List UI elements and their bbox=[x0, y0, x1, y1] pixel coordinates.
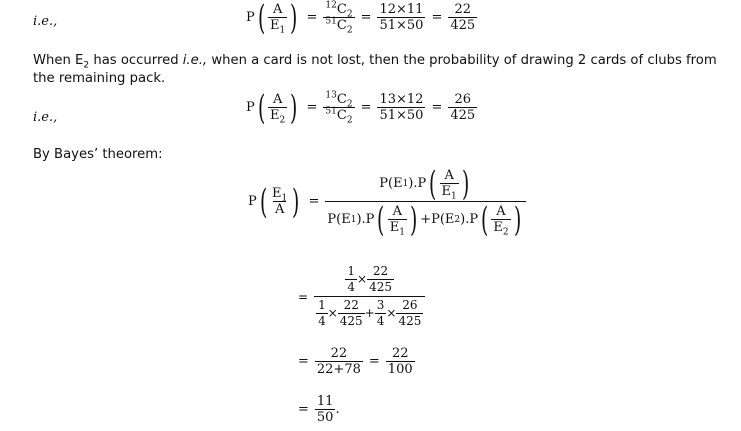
step3-equals-2: = bbox=[368, 354, 380, 369]
eq1-product-fraction: $\frac{12\times 11}{51\times 50}$ bbox=[379, 2, 424, 33]
eq1-equals-1: = bbox=[306, 10, 318, 25]
ie-label-1: i.e., bbox=[33, 14, 58, 29]
step2-equals: = bbox=[298, 289, 309, 304]
paragraph-e2-line2: the remaining pack. bbox=[33, 71, 166, 86]
equation-1 bbox=[246, 0, 477, 38]
bayes-lhs-fraction: $\frac{E_1}{A}$ bbox=[272, 186, 288, 217]
eq1-rparen: ) bbox=[290, 0, 298, 38]
eq2-result-fraction: $\frac{26}{425}$ bbox=[450, 92, 476, 123]
bayes-lhs-lparen: ( bbox=[259, 181, 268, 222]
bayes-lhs-rparen: ) bbox=[292, 181, 300, 222]
eq1-fraction bbox=[268, 2, 287, 36]
eq2-equals-3: = bbox=[431, 100, 443, 115]
step-3 bbox=[298, 346, 415, 377]
eq2-fraction: $\frac{A}{E_2}$ bbox=[270, 92, 286, 126]
step4-equals: = bbox=[298, 402, 309, 417]
eq1-p: P bbox=[246, 10, 255, 25]
step4-fraction: $\frac{11}{50}$ bbox=[316, 394, 334, 425]
step-4 bbox=[298, 394, 340, 425]
eq1-comb-fraction: $\frac{^{12}C_2}{^{51}C_2}$ bbox=[325, 0, 353, 36]
eq1-frac-den: $E_1$ bbox=[270, 18, 286, 36]
bayes-heading: By Bayes’ theorem: bbox=[33, 147, 163, 162]
ie-label-2: i.e., bbox=[33, 110, 58, 125]
bayes-numerator: P(E 1 ).P ( $\frac{A}{E_1}$ ) bbox=[379, 163, 470, 204]
bayes-main-fraction bbox=[325, 163, 525, 240]
eq1-frac-num: A bbox=[272, 2, 283, 17]
step-2 bbox=[298, 264, 425, 329]
step3-fraction-1: $\frac{22}{22+78}$ bbox=[316, 346, 361, 377]
eq2-p: P bbox=[246, 100, 255, 115]
eq2-equals-2: = bbox=[360, 100, 372, 115]
eq1-lparen: ( bbox=[257, 0, 266, 38]
eq1-equals-2: = bbox=[360, 10, 372, 25]
bayes-lhs-p: P bbox=[248, 194, 257, 209]
paragraph-e2: When $E_2$ has occurred i.e., when a card is not lost, then the probability of drawing 2 cards of clubs from bbox=[33, 53, 717, 71]
eq2-rparen: ) bbox=[290, 87, 298, 128]
step4-period: . bbox=[335, 402, 340, 417]
eq2-equals-1: = bbox=[306, 100, 318, 115]
step2-compound-fraction: $\frac{1}{4}$ × $\frac{22}{425}$ $\frac{1}{4}$ × $\frac{22}{425}$ + $\frac{3}{4}$ × $\frac{26}{425}$ bbox=[314, 264, 425, 329]
bayes-denominator: P(E 1 ).P ( $\frac{A}{E_1}$ ) +P(E 2 ).P ( $\frac{A}{E_2}$ ) bbox=[325, 201, 525, 235]
bayes-equals: = bbox=[308, 194, 320, 209]
eq2-comb-fraction: $\frac{^{13}C_2}{^{51}C_2}$ bbox=[325, 90, 353, 126]
equation-2 bbox=[246, 87, 477, 128]
eq2-product-fraction: $\frac{13\times 12}{51\times 50}$ bbox=[379, 92, 424, 123]
eq1-equals-3: = bbox=[431, 10, 443, 25]
eq2-lparen: ( bbox=[257, 87, 266, 128]
eq1-result-fraction: $\frac{22}{425}$ bbox=[450, 2, 476, 33]
step3-equals-1: = bbox=[298, 354, 309, 369]
step3-fraction-2: $\frac{22}{100}$ bbox=[387, 346, 413, 377]
bayes-formula bbox=[248, 163, 526, 240]
